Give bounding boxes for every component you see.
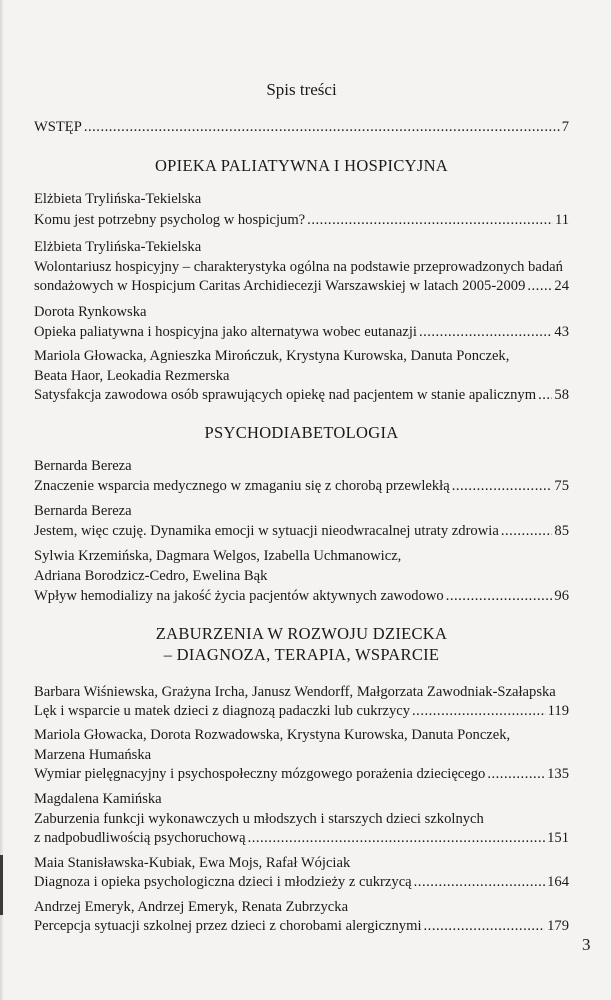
entry-page: 58 bbox=[554, 387, 569, 403]
dot-leader bbox=[414, 872, 545, 892]
toc-page bbox=[34, 0, 591, 1000]
binding-mark bbox=[0, 855, 3, 915]
entry-author: Sylwia Krzemińska, Dagmara Welgos, Izabella Uchmanowicz, bbox=[34, 548, 402, 564]
entry-page: 11 bbox=[554, 212, 569, 228]
toc-entry-row[interactable] bbox=[34, 828, 569, 848]
entry-title: Komu jest potrzebny psycholog w hospicjum? bbox=[34, 212, 306, 228]
section-heading: ZABURZENIA W ROZWOJU DZIECKA bbox=[155, 624, 448, 643]
entry-author: Bernarda Bereza bbox=[34, 503, 132, 519]
dot-leader bbox=[487, 764, 545, 784]
entry-author: Marzena Humańska bbox=[34, 747, 152, 763]
entry-title: z nadpobudliwością psychoruchową bbox=[34, 830, 246, 846]
entry-author: Barbara Wiśniewska, Grażyna Ircha, Janusz Wendorff, Małgorzata Zawodniak-Szałapska bbox=[34, 684, 556, 700]
toc-entry-row[interactable] bbox=[34, 764, 569, 784]
entry-page: 96 bbox=[554, 588, 569, 604]
entry-author: Beata Haor, Leokadia Rezmerska bbox=[34, 368, 230, 384]
entry-title: Wpływ hemodializy na jakość życia pacjentów aktywnych zawodowo bbox=[34, 588, 444, 604]
entry-page: 85 bbox=[554, 523, 569, 539]
toc-entry-row[interactable] bbox=[34, 872, 569, 892]
entry-title: Zaburzenia funkcji wykonawczych u młodszych i starszych dzieci szkolnych bbox=[34, 811, 484, 827]
toc-title: Spis treści bbox=[266, 80, 337, 99]
entry-author: Elżbieta Trylińska-Tekielska bbox=[34, 239, 202, 255]
entry-title: Wolontariusz hospicyjny – charakterystyka ogólna na podstawie przeprowadzonych badań bbox=[34, 259, 563, 275]
entry-author: Andrzej Emeryk, Andrzej Emeryk, Renata Zubrzycka bbox=[34, 899, 349, 915]
toc-entry-row[interactable] bbox=[34, 701, 569, 721]
section-heading: PSYCHODIABETOLOGIA bbox=[204, 423, 399, 442]
toc-entry-row[interactable] bbox=[34, 385, 569, 405]
entry-page: 164 bbox=[547, 874, 569, 890]
section-heading: OPIEKA PALIATYWNA I HOSPICYJNA bbox=[154, 156, 449, 175]
entry-page: 24 bbox=[554, 278, 569, 294]
dot-leader bbox=[84, 117, 560, 137]
toc-entry-row[interactable] bbox=[34, 476, 569, 496]
entry-page: 135 bbox=[547, 766, 569, 782]
entry-page: 151 bbox=[547, 830, 569, 846]
dot-leader bbox=[446, 586, 553, 606]
toc-entry-row[interactable] bbox=[34, 276, 569, 296]
toc-intro-label: WSTĘP bbox=[34, 119, 82, 135]
entry-title: Percepcja sytuacji szkolnej przez dzieci z chorobami alergicznymi bbox=[34, 918, 422, 934]
entry-page: 179 bbox=[547, 918, 569, 934]
entry-author: Maia Stanisławska-Kubiak, Ewa Mojs, Rafał Wójciak bbox=[34, 855, 351, 871]
page-spine-shadow bbox=[0, 0, 4, 1000]
dot-leader bbox=[248, 828, 546, 848]
dot-leader bbox=[419, 322, 552, 342]
dot-leader bbox=[538, 385, 552, 405]
toc-entry-row[interactable] bbox=[34, 916, 569, 936]
toc-entry-row[interactable] bbox=[34, 322, 569, 342]
entry-title: Jestem, więc czuję. Dynamika emocji w sytuacji nieodwracalnej utraty zdrowia bbox=[34, 523, 499, 539]
dot-leader bbox=[501, 521, 553, 541]
entry-author: Bernarda Bereza bbox=[34, 458, 132, 474]
page-number: 3 bbox=[582, 935, 591, 954]
entry-author: Mariola Głowacka, Dorota Rozwadowska, Krystyna Kurowska, Danuta Ponczek, bbox=[34, 727, 511, 743]
entry-title: Znaczenie wsparcia medycznego w zmaganiu się z chorobą przewlekłą bbox=[34, 478, 450, 494]
entry-author: Mariola Głowacka, Agnieszka Mirończuk, Krystyna Kurowska, Danuta Ponczek, bbox=[34, 348, 510, 364]
toc-entry-row[interactable] bbox=[34, 210, 569, 230]
entry-page: 43 bbox=[554, 324, 569, 340]
entry-author: Dorota Rynkowska bbox=[34, 304, 147, 320]
entry-page: 119 bbox=[547, 703, 569, 719]
entry-author: Adriana Borodzicz-Cedro, Ewelina Bąk bbox=[34, 568, 268, 584]
dot-leader bbox=[424, 916, 546, 936]
entry-page: 75 bbox=[554, 478, 569, 494]
entry-title: Lęk i wsparcie u matek dzieci z diagnozą padaczki lub cukrzycy bbox=[34, 703, 411, 719]
entry-author: Magdalena Kamińska bbox=[34, 791, 162, 807]
toc-entry-row[interactable] bbox=[34, 521, 569, 541]
entry-title: Diagnoza i opieka psychologiczna dzieci i młodzieży z cukrzycą bbox=[34, 874, 412, 890]
toc-entry-row[interactable] bbox=[34, 586, 569, 606]
entry-title: Satysfakcja zawodowa osób sprawujących opiekę nad pacjentem w stanie apalicznym bbox=[34, 387, 537, 403]
entry-title: sondażowych w Hospicjum Caritas Archidiecezji Warszawskiej w latach 2005-2009 bbox=[34, 278, 526, 294]
toc-intro-page: 7 bbox=[561, 119, 569, 135]
entry-title: Opieka paliatywna i hospicyjna jako alternatywa wobec eutanazji bbox=[34, 324, 417, 340]
toc-intro-row[interactable] bbox=[34, 117, 569, 137]
dot-leader bbox=[307, 210, 553, 230]
dot-leader bbox=[452, 476, 553, 496]
section-heading: – DIAGNOZA, TERAPIA, WSPARCIE bbox=[163, 645, 440, 664]
dot-leader bbox=[527, 276, 552, 296]
dot-leader bbox=[412, 701, 546, 721]
entry-author: Elżbieta Trylińska-Tekielska bbox=[34, 191, 202, 207]
entry-title: Wymiar pielęgnacyjny i psychospołeczny mózgowego porażenia dziecięcego bbox=[34, 766, 486, 782]
